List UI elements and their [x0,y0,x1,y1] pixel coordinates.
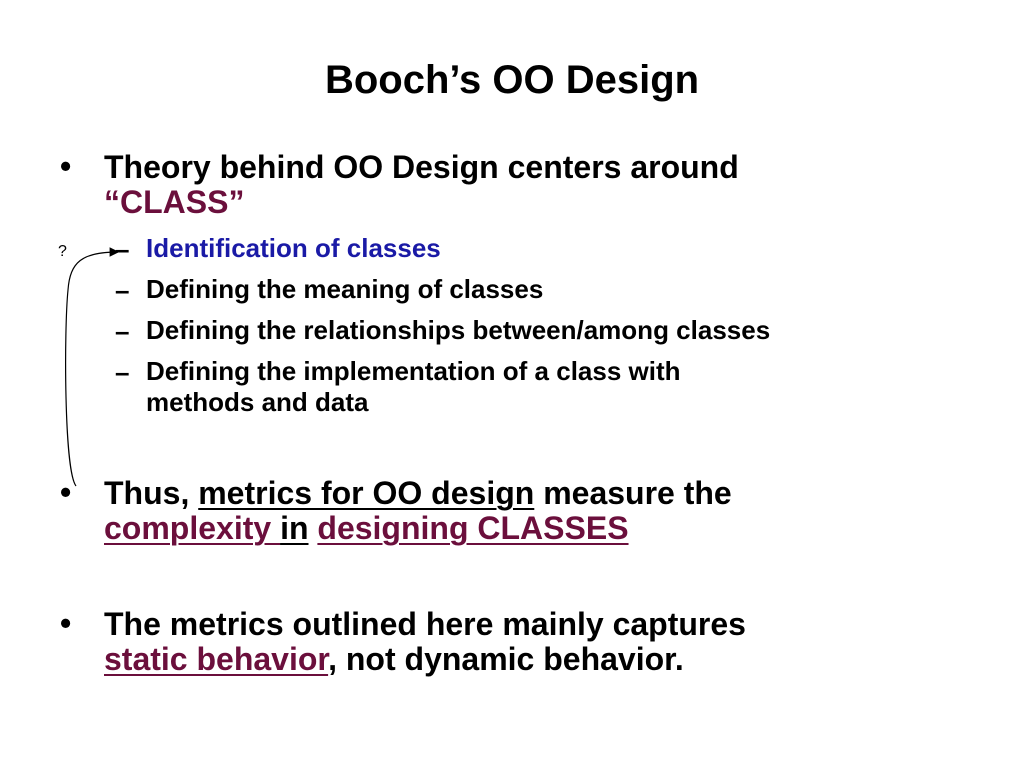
metrics-link[interactable]: metrics for OO design [198,475,535,511]
sub-item-identification: Identification of classes [146,233,441,263]
sub-item-implementation-line1: Defining the implementation of a class with [146,356,681,386]
bullet-1-line1: Theory behind OO Design centers around [104,149,739,185]
bullet-3-line1: The metrics outlined here mainly captures [104,606,746,642]
sub-item-implementation-line2: methods and data [146,387,369,417]
sub-item-dash: – [115,234,130,264]
bullet-3-suffix: , not dynamic behavior. [328,641,684,677]
bullet-marker: • [60,148,72,184]
slide-title: Booch’s OO Design [324,58,700,102]
complexity-link[interactable]: complexity [104,510,281,546]
sub-item-dash: – [115,357,130,387]
bullet-marker: • [60,474,72,510]
in-link[interactable]: in [280,510,309,546]
static-behavior-link[interactable]: static behavior [104,641,329,677]
bullet-1-class-word: “CLASS” [104,184,245,220]
sub-item-dash: – [115,316,130,346]
bullet-2-mid: measure the [534,475,732,511]
sub-item-dash: – [115,275,130,305]
question-mark-annotation: ? [58,243,67,260]
bullet-marker: • [60,605,72,641]
bullet-2-prefix: Thus, [104,475,199,511]
designing-classes-link[interactable]: designing CLASSES [317,510,629,546]
sub-item-meaning: Defining the meaning of classes [146,274,544,304]
sub-item-relationships: Defining the relationships between/among classes [146,315,771,345]
